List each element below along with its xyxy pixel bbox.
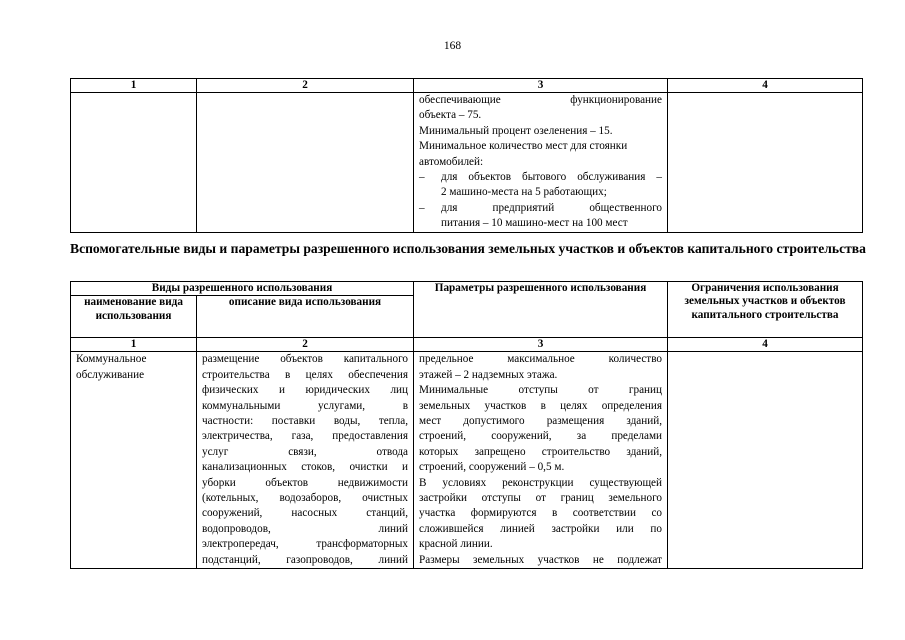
parameters-cell	[414, 93, 668, 233]
header-params-cell: Параметры разрешенного использования	[414, 282, 668, 338]
text-line: Размеры земельных участков не подлежат	[419, 553, 663, 566]
text-line: сложившейся линией застройки или по	[419, 522, 663, 535]
text-line: электропередач, трансформаторных	[202, 538, 409, 551]
column-number: 3	[414, 79, 668, 93]
text-line: электричества, газа, предоставления	[202, 430, 409, 443]
section-heading: Вспомогательные виды и параметры разрешенного использования земельных участков и объектов капитального строительства	[70, 241, 866, 256]
text-line: которых запрещено строительство зданий,	[419, 445, 663, 458]
column-number: 2	[197, 79, 414, 93]
use-description-cell	[197, 352, 414, 569]
dash-bullet: –	[419, 201, 425, 214]
header-desc-cell: описание вида использования	[197, 296, 414, 338]
use-name-cell: Коммунальное обслуживание	[71, 352, 197, 569]
header-row	[71, 282, 863, 296]
text-line: канализационных стоков, очистки и	[202, 461, 409, 474]
use-limits-cell	[668, 352, 863, 569]
header-group-cell: Виды разрешенного использования	[71, 282, 414, 296]
header-limits-cell: Ограничения использования земельных участков и объектов капитального строительства	[668, 282, 863, 338]
text-line: земельных участков в целях определения	[419, 399, 663, 412]
column-number: 3	[414, 338, 668, 352]
text-line: 2 машино-места на 5 работающих;	[441, 186, 607, 199]
use-parameters-cell	[414, 352, 668, 569]
text-line: предельное максимальное количество	[419, 353, 663, 366]
table-cell-empty	[71, 93, 197, 233]
list-item	[419, 170, 662, 201]
text-line: Минимальные отступы от границ	[419, 384, 663, 397]
text-line: объекта – 75.	[419, 109, 482, 122]
header-name-cell: наименование вида использования	[71, 296, 197, 338]
text-line: Минимальное количество мест для стоянки	[419, 140, 628, 153]
table-row	[71, 93, 863, 233]
text-line: строительства в целях обеспечения	[202, 368, 409, 381]
text-line: питания – 10 машино-мест на 100 мест	[441, 217, 628, 230]
column-number: 1	[71, 338, 197, 352]
text-line: строений, сооружений – 0,5 м.	[419, 461, 565, 474]
text-line: для объектов бытового обслуживания –	[441, 171, 662, 184]
text-line: В условиях реконструкции существующей	[419, 476, 663, 489]
text-line: водопроводов, линий	[202, 522, 409, 535]
column-number-row	[71, 338, 863, 352]
text-line: частности: поставки воды, тепла,	[202, 415, 409, 428]
table-cell-empty	[668, 93, 863, 233]
list-item	[419, 201, 662, 232]
text-line: (котельных, водозаборов, очистных	[202, 492, 409, 505]
text-line: подстанций, газопроводов, линий	[202, 553, 409, 566]
text-line: уборки объектов недвижимости	[202, 476, 409, 489]
text-line: Минимальный процент озеленения – 15.	[419, 124, 613, 137]
table-row	[71, 352, 863, 569]
dash-bullet: –	[419, 171, 425, 184]
text-line: коммунальными услугами, в	[202, 399, 409, 412]
text-line: строений, сооружений, за пределами	[419, 430, 663, 443]
page-number: 168	[443, 40, 462, 52]
column-number: 4	[668, 338, 863, 352]
text-line: автомобилей:	[419, 155, 484, 168]
text-line: красной линии.	[419, 538, 493, 551]
text-line: услуг связи, отвода	[202, 445, 409, 458]
text-line: физических и юридических лиц	[202, 384, 409, 397]
text-line: размещение объектов капитального	[202, 353, 409, 366]
text-line: мест допустимого размещения зданий,	[419, 415, 663, 428]
text-line: для предприятий общественного	[441, 201, 662, 214]
continuation-table	[70, 78, 863, 233]
permitted-use-table	[70, 281, 863, 569]
text-line: участка формируются в соответствии со	[419, 507, 663, 520]
table-cell-empty	[197, 93, 414, 233]
column-number: 1	[71, 79, 197, 93]
column-number: 4	[668, 79, 863, 93]
text-line: обеспечивающие функционирование	[419, 94, 662, 106]
text-line: сооружений, насосных станций,	[202, 507, 409, 520]
column-number-row	[71, 79, 863, 93]
text-line: этажей – 2 надземных этажа.	[419, 368, 558, 381]
text-line: застройки отступы от границ земельного	[419, 492, 663, 505]
column-number: 2	[197, 338, 414, 352]
